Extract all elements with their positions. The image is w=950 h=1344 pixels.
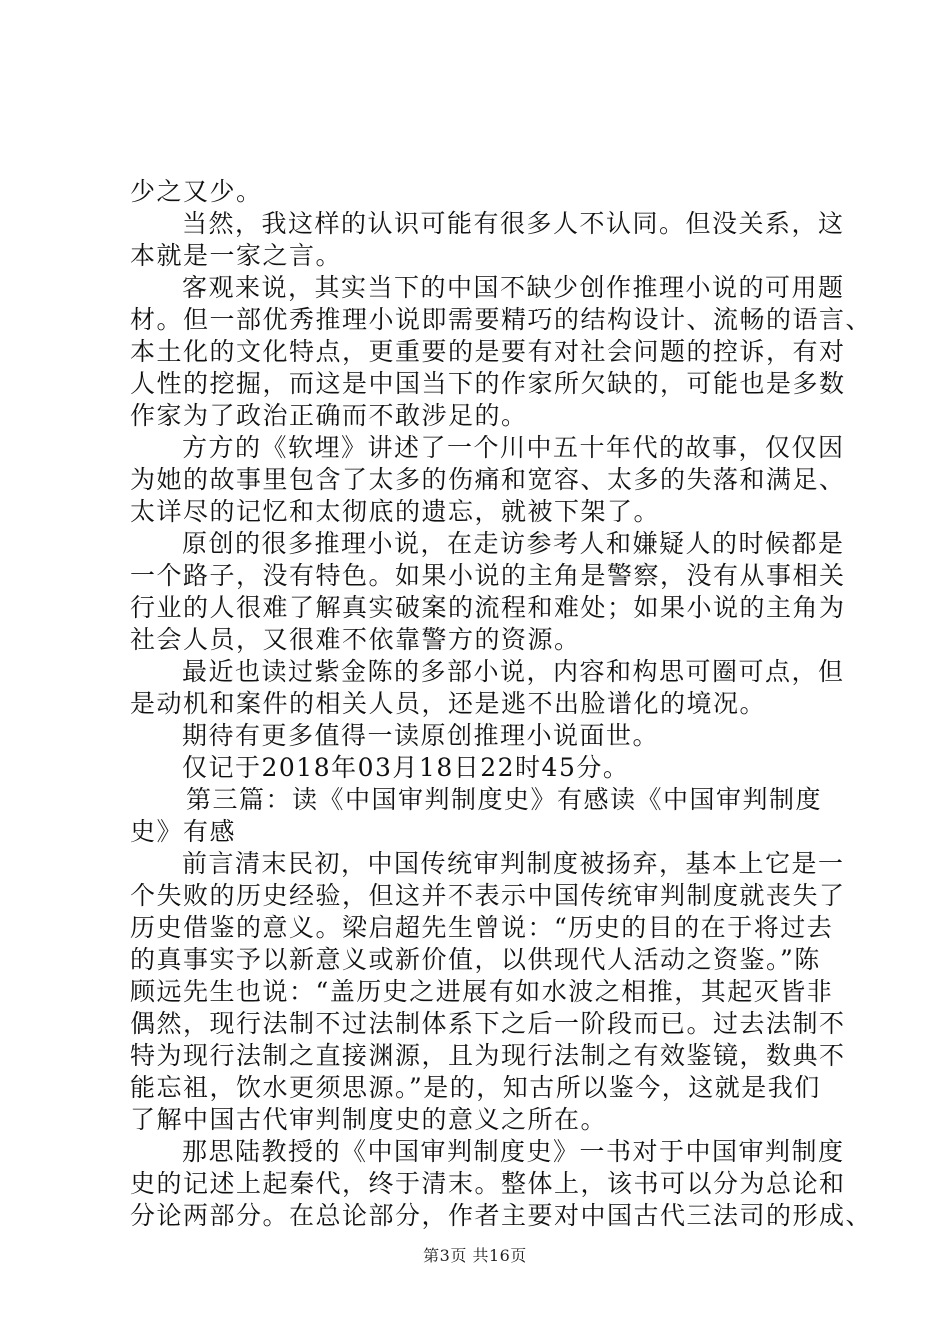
text-line: 偶然，现行法制不过法制体系下之后一阶段而已。过去法制不 — [130, 1009, 846, 1038]
text-line: 材。但一部优秀推理小说即需要精巧的结构设计、流畅的语言、 — [130, 305, 873, 334]
text-line: 特为现行法制之直接渊源，且为现行法制之有效鉴镜，数典不 — [130, 1041, 846, 1070]
paragraph-start-line: 那思陆教授的《中国审判制度史》一书对于中国审判制度 — [182, 1137, 845, 1166]
paragraph-start-line: 当然，我这样的认识可能有很多人不认同。但没关系，这 — [182, 209, 845, 238]
paragraph-start-line: 仅记于2018年03月18日22时45分。 — [182, 753, 630, 782]
text-line: 是动机和案件的相关人员，还是逃不出脸谱化的境况。 — [130, 689, 767, 718]
page-number-footer: 第3页 共16页 — [423, 1246, 527, 1265]
text-line: 本就是一家之言。 — [130, 241, 343, 270]
text-line: 了解中国古代审判制度史的意义之所在。 — [130, 1105, 608, 1134]
paragraph-start-line: 前言清末民初，中国传统审判制度被扬弃，基本上它是一 — [182, 849, 845, 878]
text-line: 历史借鉴的意义。梁启超先生曾说：“历史的目的在于将过去 — [130, 913, 834, 942]
paragraph-start-line: 方方的《软埋》讲述了一个川中五十年代的故事，仅仅因 — [182, 433, 845, 462]
text-line: 的真事实予以新意义或新价值，以供现代人活动之资鉴。”陈 — [130, 945, 821, 974]
text-line: 作家为了政治正确而不敢涉足的。 — [130, 401, 528, 430]
text-line: 分论两部分。在总论部分，作者主要对中国古代三法司的形成、 — [130, 1201, 873, 1230]
text-line: 个失败的历史经验，但这并不表示中国传统审判制度就丧失了 — [130, 881, 846, 910]
text-line: 史的记述上起秦代，终于清末。整体上，该书可以分为总论和 — [130, 1169, 846, 1198]
text-line: 人性的挖掘，而这是中国当下的作家所欠缺的，可能也是多数 — [130, 369, 846, 398]
text-line: 顾远先生也说：“盖历史之进展有如水波之相推，其起灭皆非 — [130, 977, 834, 1006]
text-line: 社会人员，又很难不依靠警方的资源。 — [130, 625, 581, 654]
section-heading-continued: 史》有感 — [130, 817, 237, 846]
text-line: 本土化的文化特点，更重要的是要有对社会问题的控诉，有对 — [130, 337, 846, 366]
text-line: 一个路子，没有特色。如果小说的主角是警察，没有从事相关 — [130, 561, 846, 590]
section-heading: 第三篇：读《中国审判制度史》有感读《中国审判制度 — [186, 785, 823, 814]
paragraph-start-line: 原创的很多推理小说，在走访参考人和嫌疑人的时候都是 — [182, 529, 845, 558]
text-line: 能忘祖，饮水更须思源。”是的，知古所以鉴今，这就是我们 — [130, 1073, 821, 1102]
paragraph-start-line: 客观来说，其实当下的中国不缺少创作推理小说的可用题 — [182, 273, 845, 302]
text-line: 太详尽的记忆和太彻底的遗忘，就被下架了。 — [130, 497, 661, 526]
text-line: 行业的人很难了解真实破案的流程和难处；如果小说的主角为 — [130, 593, 846, 622]
paragraph-start-line: 最近也读过紫金陈的多部小说，内容和构思可圈可点，但 — [182, 657, 845, 686]
text-line: 少之又少。 — [130, 177, 263, 206]
text-line: 为她的故事里包含了太多的伤痛和宽容、太多的失落和满足、 — [130, 465, 846, 494]
paragraph-start-line: 期待有更多值得一读原创推理小说面世。 — [182, 721, 660, 750]
